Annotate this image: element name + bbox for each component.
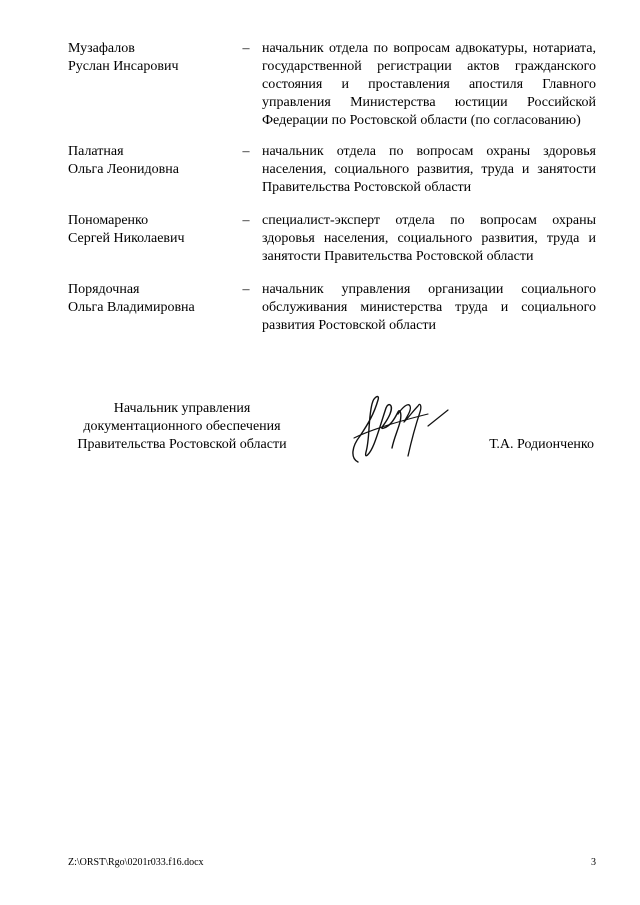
member-position: специалист-эксперт отдела по вопросам охраны здоровья населения, социального развития, труда и занятости Правительства Ростовской области xyxy=(262,213,596,264)
signatory-title-line: документационного обеспечения xyxy=(83,419,281,434)
member-name xyxy=(68,281,238,317)
signatory-title xyxy=(68,400,296,454)
member-name xyxy=(68,143,238,179)
member-surname: Музафалов xyxy=(68,41,135,56)
signatory-title-line: Правительства Ростовской области xyxy=(77,437,287,452)
member-position: начальник отдела по вопросам охраны здоровья населения, социального развития, труда и занятости Правительства Ростовской области xyxy=(262,144,596,195)
member-position: начальник управления организации социального обслуживания министерства труда и социального развития Ростовской области xyxy=(262,282,596,333)
dash-separator: – xyxy=(242,282,250,297)
signer-name: Т.А. Родионченко xyxy=(489,437,594,452)
footer-file-path: Z:\ORST\Rgo\0201r033.f16.docx xyxy=(68,857,204,868)
member-surname: Порядочная xyxy=(68,282,140,297)
member-given-names: Руслан Инсарович xyxy=(68,59,179,74)
member-position: начальник отдела по вопросам адвокатуры, нотариата, государственной регистрации актов гражданского состояния и проставления апостиля Главного управления Министерства юстиции Российской Федерации по Ростовской области (по согласованию) xyxy=(262,41,596,128)
member-given-names: Ольга Владимировна xyxy=(68,300,195,315)
page-number: 3 xyxy=(591,857,596,868)
member-name xyxy=(68,40,238,76)
signatory-title-line: Начальник управления xyxy=(113,401,251,416)
handwritten-signature xyxy=(344,392,454,472)
member-surname: Пономаренко xyxy=(68,213,149,228)
signature-block xyxy=(68,400,596,480)
dash-separator: – xyxy=(242,41,250,56)
dash-separator: – xyxy=(242,144,250,159)
dash-separator: – xyxy=(242,213,250,228)
member-given-names: Ольга Леонидовна xyxy=(68,162,179,177)
member-surname: Палатная xyxy=(68,144,124,159)
member-given-names: Сергей Николаевич xyxy=(68,231,185,246)
member-name xyxy=(68,212,238,248)
